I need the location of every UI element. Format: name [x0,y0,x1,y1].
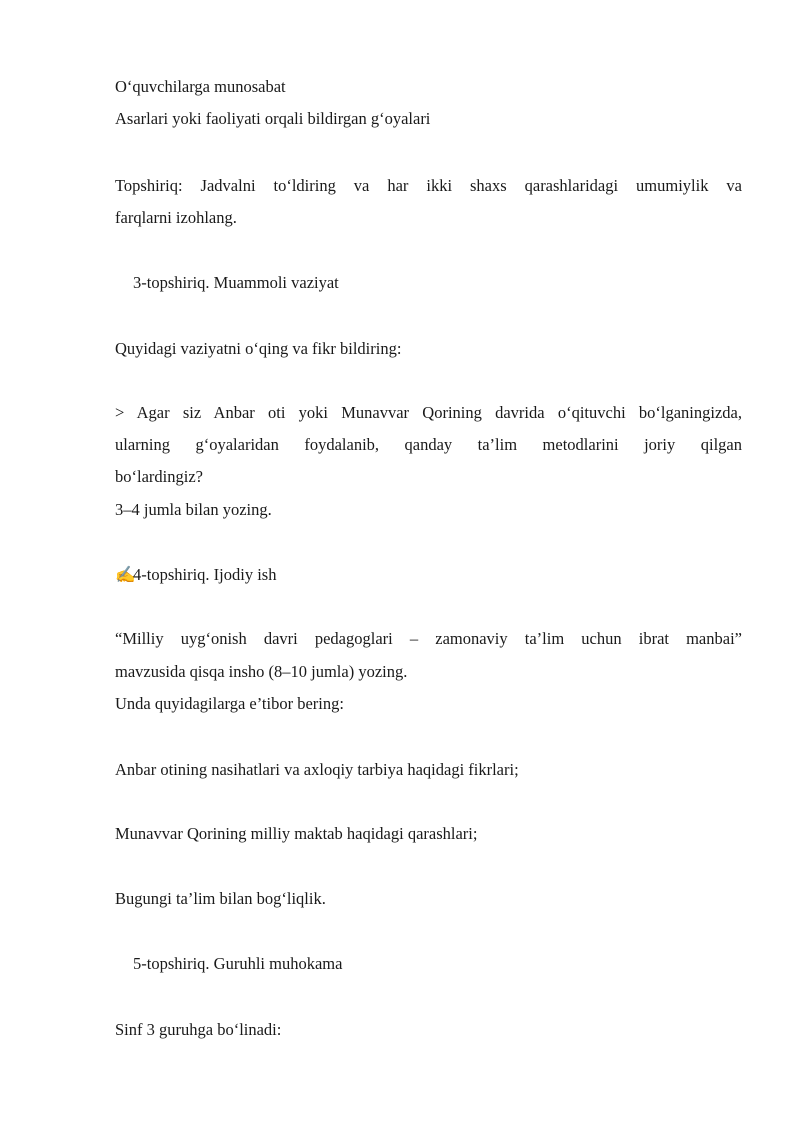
task4-heading [115,564,742,586]
task4-text-cont: mavzusida qisqa insho (8–10 jumla) yozing. [115,662,408,681]
text-line: O‘quvchilarga munosabat [115,77,286,96]
task3-question-end: bo‘lardingiz? [115,467,203,486]
task-instruction: Topshiriq: Jadvalni to‘ldiring va har ikki shaxs qarashlaridagi umumiylik va [115,176,742,195]
task4-heading-text: 4-topshiriq. Ijodiy ish [133,565,277,584]
task4-list-item: Munavvar Qorining milliy maktab haqidagi qarashlari; [115,824,478,843]
text-line: Asarlari yoki faoliyati orqali bildirgan g‘oyalari [115,109,431,128]
task5-text: Sinf 3 guruhga bo‘linadi: [115,1020,282,1039]
task-instruction-cont: farqlarni izohlang. [115,208,237,227]
task4-list-item: Bugungi ta’lim bilan bog‘liqlik. [115,889,326,908]
task3-question: > Agar siz Anbar oti yoki Munavvar Qorining davrida o‘qituvchi bo‘lganingizda, [115,403,742,422]
task4-text: “Milliy uyg‘onish davri pedagoglari – zamonaviy ta’lim uchun ibrat manbai” [115,629,742,648]
task3-heading: 3-topshiriq. Muammoli vaziyat [133,273,339,292]
task4-list-item: Anbar otining nasihatlari va axloqiy tarbiya haqidagi fikrlari; [115,760,519,779]
task3-note: 3–4 jumla bilan yozing. [115,500,272,519]
task4-text-cont: Unda quyidagilarga e’tibor bering: [115,694,344,713]
writing-hand-icon: ✍ [115,565,136,584]
task3-intro: Quyidagi vaziyatni o‘qing va fikr bildiring: [115,339,402,358]
task5-heading: 5-topshiriq. Guruhli muhokama [133,954,343,973]
task3-question-cont: ularning g‘oyalaridan foydalanib, qanday ta’lim metodlarini joriy qilgan [115,435,742,454]
